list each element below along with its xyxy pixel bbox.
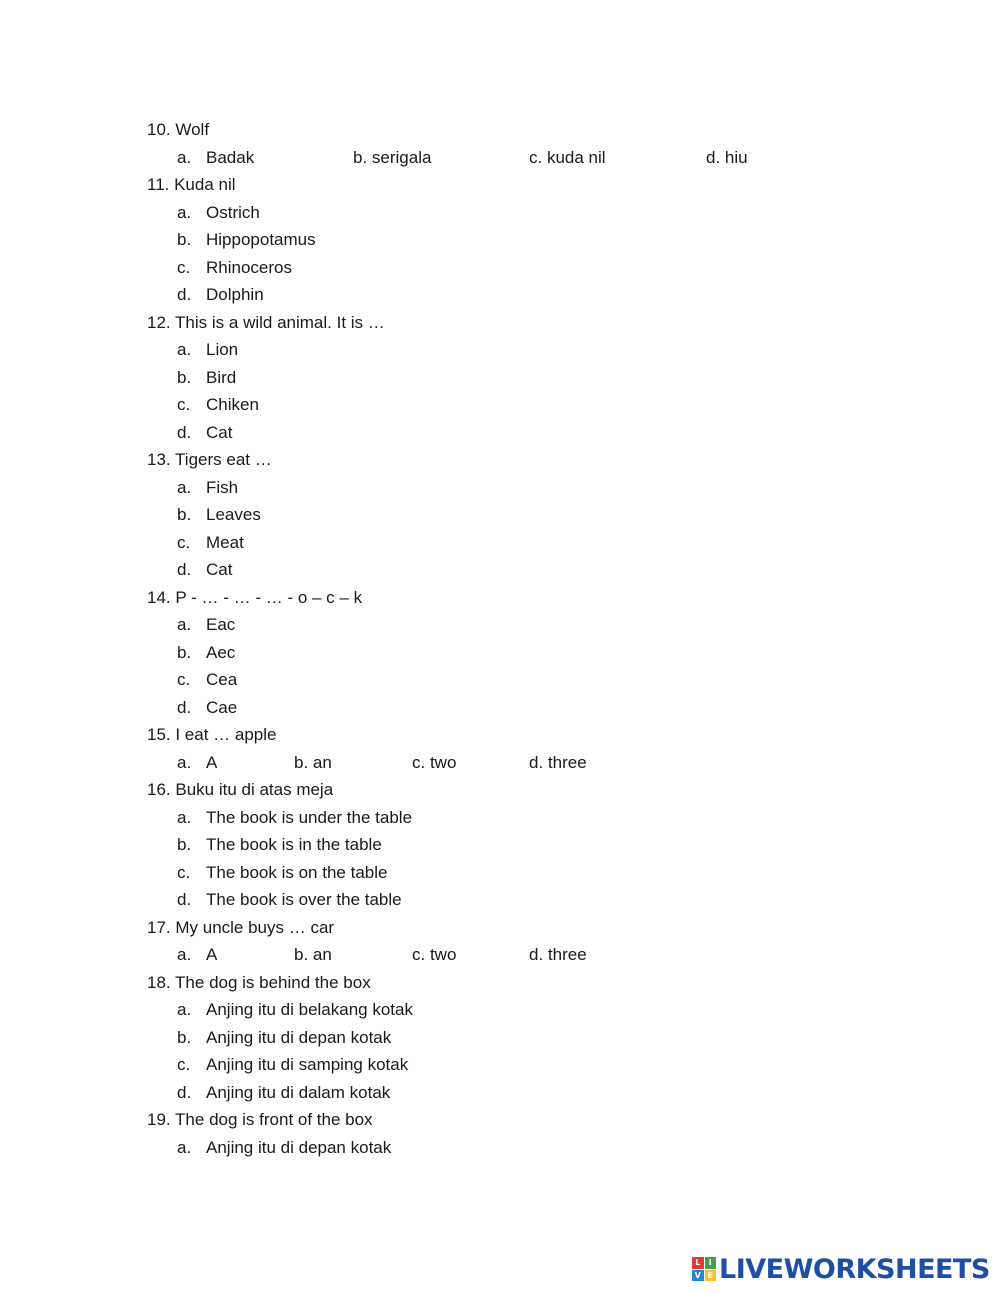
question-prompt: 15. I eat … apple (147, 725, 277, 744)
question-prompt: 10. Wolf (147, 120, 210, 139)
answer-option (177, 285, 264, 305)
answer-option (177, 753, 217, 773)
option-text: Ostrich (206, 202, 260, 222)
option-text: Cat (206, 422, 233, 442)
option-letter: b. (177, 835, 192, 854)
option-letter: a. (177, 1000, 192, 1019)
answer-option (177, 423, 232, 443)
answer-option (177, 1055, 408, 1075)
option-text: The book is under the table (206, 807, 413, 827)
answer-option (177, 1138, 391, 1158)
answer-option: d. three (529, 945, 587, 964)
option-text: Bird (206, 367, 237, 387)
answer-option (177, 890, 402, 910)
question-prompt: 12. This is a wild animal. It is … (147, 312, 385, 332)
option-letter: a. (177, 945, 192, 964)
answer-option (177, 258, 292, 278)
answer-option (177, 368, 236, 388)
logo-mark-letter: E (705, 1270, 717, 1282)
option-text: Hippopotamus (206, 230, 316, 249)
option-text: Fish (206, 477, 239, 497)
question-prompt: 18. The dog is behind the box (147, 972, 371, 992)
option-text: The book is over the table (206, 890, 402, 909)
answer-option (177, 505, 261, 525)
option-text: The book is on the table (206, 862, 388, 882)
option-letter: d. (177, 1082, 192, 1102)
answer-option (177, 863, 387, 883)
answer-option (177, 1028, 391, 1048)
option-letter: c. (177, 670, 191, 689)
option-letter: b. (177, 230, 192, 249)
option-text: Cat (206, 560, 233, 579)
answer-option (177, 615, 235, 635)
answer-option: d. three (529, 752, 587, 772)
logo-mark-icon (692, 1257, 716, 1281)
option-letter: d. (177, 422, 192, 442)
option-letter: b. (177, 642, 192, 662)
option-letter: b. (177, 505, 192, 524)
option-text: A (206, 945, 218, 964)
option-letter: c. (177, 1055, 191, 1074)
option-text: A (206, 752, 218, 772)
answer-option (177, 698, 237, 718)
option-text: Meat (206, 532, 244, 552)
option-letter: a. (177, 477, 192, 497)
option-text: Rhinoceros (206, 257, 292, 277)
option-letter: a. (177, 340, 192, 359)
option-text: Anjing itu di depan kotak (206, 1137, 392, 1157)
option-text: Anjing itu di samping kotak (206, 1055, 409, 1074)
liveworksheets-logo (692, 1253, 990, 1285)
option-text: Cae (206, 697, 238, 717)
answer-option (177, 340, 238, 360)
answer-option (177, 203, 260, 223)
logo-mark-letter: V (692, 1270, 704, 1282)
answer-option (177, 808, 412, 828)
option-text: Anjing itu di depan kotak (206, 1027, 392, 1047)
option-letter: a. (177, 147, 192, 167)
question-prompt: 16. Buku itu di atas meja (147, 780, 334, 799)
option-text: Dolphin (206, 285, 264, 304)
option-text: Cea (206, 670, 238, 689)
question-prompt: 13. Tigers eat … (147, 450, 272, 469)
question-prompt: 14. P - … - … - … - o – c – k (147, 587, 363, 607)
option-letter: c. (177, 395, 191, 414)
option-letter: d. (177, 560, 192, 579)
option-letter: d. (177, 285, 192, 304)
answer-option (177, 148, 254, 168)
answer-option: c. two (412, 945, 457, 964)
option-text: Badak (206, 147, 255, 167)
answer-option (177, 643, 235, 663)
option-letter: b. (177, 367, 192, 387)
option-letter: d. (177, 890, 192, 909)
option-text: Anjing itu di dalam kotak (206, 1082, 391, 1102)
option-letter: d. (177, 697, 192, 717)
logo-mark-letter: I (705, 1257, 717, 1269)
question-prompt: 17. My uncle buys … car (147, 917, 335, 937)
answer-option (177, 945, 217, 965)
answer-option: b. an (294, 752, 332, 772)
answer-option (177, 1083, 390, 1103)
option-text: Leaves (206, 505, 261, 524)
answer-option: b. an (294, 945, 332, 964)
option-text: Lion (206, 340, 239, 359)
answer-option: c. kuda nil (529, 147, 606, 167)
option-letter: a. (177, 752, 192, 772)
question-prompt: 11. Kuda nil (147, 175, 236, 194)
option-text: The book is in the table (206, 835, 382, 854)
option-letter: c. (177, 862, 191, 882)
answer-option (177, 835, 382, 855)
option-text: Aec (206, 642, 236, 662)
answer-option: c. two (412, 752, 457, 772)
option-letter: a. (177, 807, 192, 827)
option-text: Eac (206, 615, 236, 634)
logo-mark-letter: L (692, 1257, 704, 1269)
option-text: Anjing itu di belakang kotak (206, 1000, 413, 1019)
answer-option (177, 560, 232, 580)
answer-option (177, 478, 238, 498)
question-prompt: 19. The dog is front of the box (147, 1110, 373, 1129)
answer-option (177, 230, 316, 250)
option-text: Chiken (206, 395, 259, 414)
answer-option (177, 670, 237, 690)
answer-option: d. hiu (706, 147, 748, 167)
option-letter: c. (177, 257, 191, 277)
option-letter: c. (177, 532, 191, 552)
option-letter: a. (177, 615, 192, 634)
logo-text: LIVEWORKSHEETS (719, 1253, 990, 1285)
answer-option: b. serigala (353, 147, 432, 167)
answer-option (177, 533, 244, 553)
option-letter: a. (177, 1137, 192, 1157)
option-letter: a. (177, 202, 192, 222)
option-letter: b. (177, 1027, 192, 1047)
answer-option (177, 1000, 413, 1020)
answer-option (177, 395, 259, 415)
